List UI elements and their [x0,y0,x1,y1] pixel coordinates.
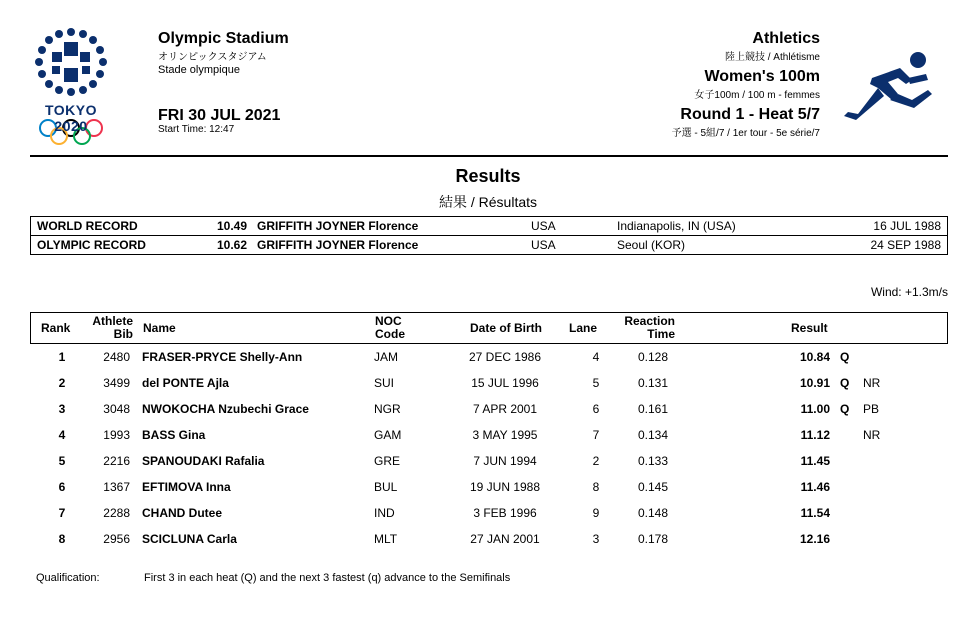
athlete-name: SPANOUDAKI Rafalia [142,454,265,468]
table-row [30,448,948,474]
date-of-birth: 27 DEC 1986 [468,350,542,364]
reaction-time: 0.134 [637,428,669,442]
noc: GAM [374,428,402,442]
rank: 2 [58,376,66,390]
result: 10.84 [799,350,830,364]
venue-name-jp: オリンピックスタジアム [158,52,267,63]
result: 11.54 [800,506,830,520]
record-type: WORLD RECORD [37,219,138,233]
qualification-label: Qualification: [36,572,100,584]
bib: 2480 [103,350,130,364]
record-mark: NR [863,428,881,442]
noc: IND [374,506,395,520]
page-subtitle: 結果 / Résultats [438,194,538,210]
bib: 2288 [103,506,130,520]
noc: BUL [374,480,398,494]
lane: 2 [592,454,600,468]
athlete-name: CHAND Dutee [142,506,223,520]
rank: 7 [58,506,66,520]
lane: 3 [592,532,600,546]
lane: 5 [592,376,600,390]
date-of-birth: 27 JAN 2001 [470,532,540,546]
reaction-time: 0.133 [637,454,669,468]
sport-name: Athletics [752,30,820,47]
rank: 3 [58,402,66,416]
reaction-time: 0.178 [637,532,669,546]
col-lane: Lane [569,321,598,335]
col-rank: Rank [41,321,71,335]
record-holder: GRIFFITH JOYNER Florence [257,238,419,252]
qualification-mark: Q [840,376,850,390]
qualification-mark: Q [840,350,850,364]
record-row-olympic [31,235,947,254]
result: 11.12 [800,428,830,442]
noc: SUI [374,376,395,390]
wind-reading: Wind: +1.3m/s [870,285,948,299]
col-dob: Date of Birth [470,321,542,335]
rank: 6 [58,480,66,494]
record-date: 16 JUL 1988 [873,219,941,233]
date-of-birth: 3 FEB 1996 [473,506,537,520]
col-noc-1: NOC [375,314,402,328]
table-row [30,396,948,422]
col-rt-2: Time [647,327,675,341]
record-noc: USA [531,219,556,233]
lane: 9 [592,506,600,520]
date-of-birth: 15 JUL 1996 [471,376,539,390]
event-date: FRI 30 JUL 2021 [158,107,281,124]
col-bib-1: Athlete [92,314,133,328]
date-of-birth: 7 APR 2001 [472,402,538,416]
col-rt-1: Reaction [624,314,675,328]
athlete-name: FRASER-PRYCE Shelly-Ann [142,350,303,364]
athlete-name: SCICLUNA Carla [142,532,237,546]
results-table-header [30,312,948,344]
noc: JAM [374,350,398,364]
logo-text: TOKYO 2020 [44,102,98,134]
results-table-body [30,344,948,552]
table-row [30,370,948,396]
date-of-birth: 19 JUN 1988 [469,480,541,494]
lane: 7 [592,428,600,442]
noc: MLT [374,532,398,546]
venue-name-fr: Stade olympique [158,64,240,76]
reaction-time: 0.128 [637,350,669,364]
sport-name-sub: 陸上競技 / Athlétisme [724,52,820,63]
col-bib-2: Bib [113,327,133,341]
record-place: Indianapolis, IN (USA) [617,219,736,233]
records-table [30,216,948,255]
event-name: Women's 100m [704,68,820,85]
rank: 8 [58,532,66,546]
event-name-sub: 女子100m / 100 m - femmes [694,90,820,101]
date-of-birth: 3 MAY 1995 [472,428,538,442]
record-date: 24 SEP 1988 [870,238,941,252]
round-name-sub: 予選 - 5組/7 / 1er tour - 5e série/7 [671,128,820,139]
record-mark: PB [863,402,880,416]
table-row [30,474,948,500]
record-place: Seoul (KOR) [617,238,686,252]
qualification-mark: Q [840,402,850,416]
bib: 2956 [103,532,130,546]
reaction-time: 0.148 [637,506,669,520]
athlete-name: NWOKOCHA Nzubechi Grace [142,402,309,416]
record-mark: NR [863,376,881,390]
result: 12.16 [799,532,830,546]
lane: 8 [592,480,600,494]
col-result: Result [791,321,828,335]
lane: 4 [592,350,600,364]
reaction-time: 0.131 [637,376,669,390]
header-divider [30,155,948,157]
athletics-runner-icon [842,50,934,120]
result: 11.46 [800,480,830,494]
date-of-birth: 7 JUN 1994 [473,454,537,468]
rank: 4 [58,428,66,442]
bib: 1993 [103,428,130,442]
bib: 1367 [103,480,130,494]
table-row [30,526,948,552]
record-time: 10.62 [216,238,247,252]
table-row [30,344,948,370]
athlete-name: BASS Gina [142,428,206,442]
record-holder: GRIFFITH JOYNER Florence [257,219,419,233]
record-type: OLYMPIC RECORD [37,238,146,252]
bib: 3499 [103,376,130,390]
start-time: Start Time: 12:47 [158,124,235,135]
result: 10.91 [799,376,830,390]
table-row [30,500,948,526]
col-name: Name [143,321,176,335]
lane: 6 [592,402,600,416]
athlete-name: del PONTE Ajla [142,376,229,390]
athlete-name: EFTIMOVA Inna [142,480,231,494]
page-title: Results [455,166,521,186]
col-noc-2: Code [375,327,405,341]
rank: 5 [58,454,66,468]
noc: GRE [374,454,401,468]
noc: NGR [374,402,401,416]
bib: 2216 [103,454,130,468]
reaction-time: 0.161 [637,402,669,416]
qualification-text: First 3 in each heat (Q) and the next 3 fastest (q) advance to the Semifinals [144,572,511,584]
result: 11.45 [800,454,830,468]
rank: 1 [58,350,66,364]
record-time: 10.49 [216,219,247,233]
result: 11.00 [800,402,830,416]
reaction-time: 0.145 [637,480,669,494]
table-row [30,422,948,448]
round-name: Round 1 - Heat 5/7 [680,106,820,123]
record-row-world [31,217,947,235]
venue-name: Olympic Stadium [158,30,289,47]
bib: 3048 [103,402,130,416]
record-noc: USA [531,238,556,252]
